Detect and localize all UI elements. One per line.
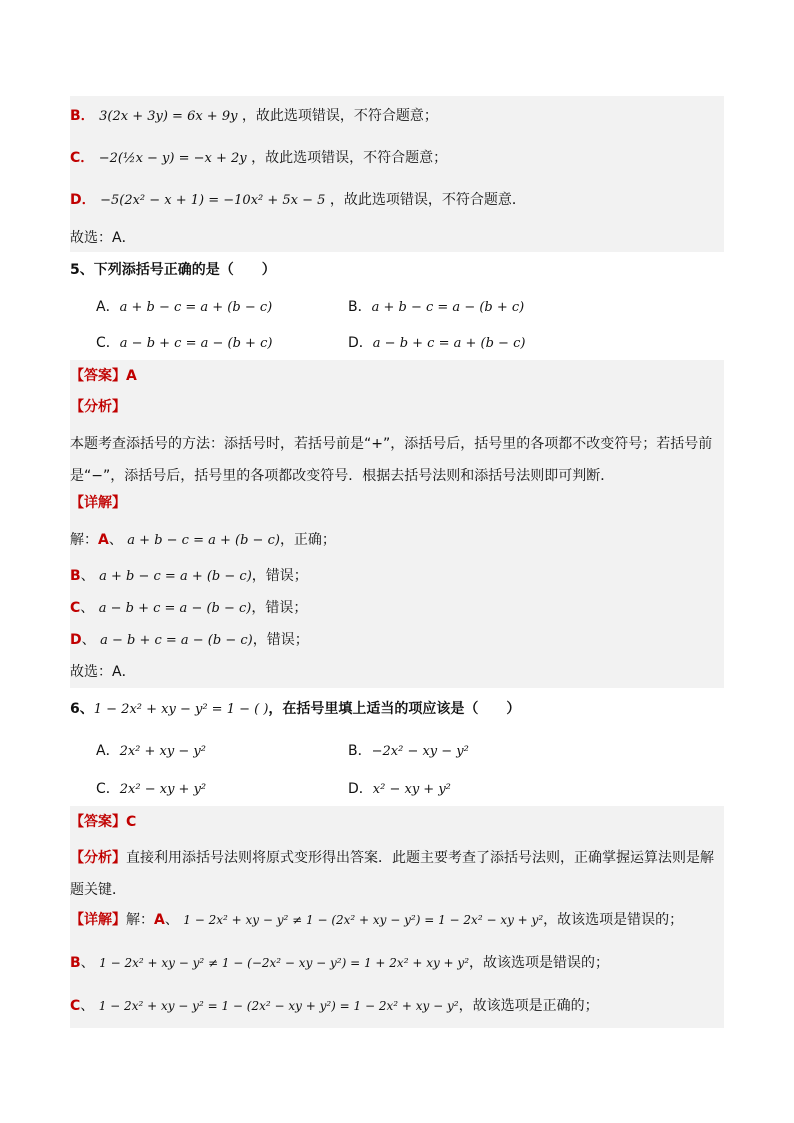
formula: x² − xy + y² — [372, 782, 451, 797]
option-letter: D． — [348, 335, 373, 351]
choice-value: A． — [112, 664, 136, 680]
q6-option-d — [348, 779, 451, 800]
q5-option-b — [348, 297, 524, 318]
q6-option-b — [348, 741, 469, 762]
option-label: D． — [70, 192, 96, 208]
detail-sep: 、 — [80, 600, 95, 616]
detail-letter: C — [70, 600, 81, 616]
formula: a + b − c = a + (b − c) — [99, 569, 252, 584]
prev-choice — [70, 228, 724, 248]
detail-sep: 、 — [81, 632, 96, 648]
q6-option-a — [96, 741, 206, 762]
choice-prefix: 故选： — [70, 230, 112, 246]
detail-letter: A — [154, 912, 165, 928]
q5-analysis-heading — [70, 397, 724, 417]
formula: 1 − 2x² + xy − y² = 1 − (2x² − xy + y²) = 1 − 2x² + xy − y² — [98, 999, 459, 1013]
option-letter: B． — [348, 743, 372, 759]
q6-option-c — [96, 779, 206, 800]
prev-option-c — [70, 148, 724, 169]
analysis-text: 直接利用添括号法则将原式变形得出答案．此题主要考查了添括号法则，正确掌握运算法则是解题关键． — [70, 850, 714, 898]
option-letter: C． — [96, 781, 120, 797]
formula: a + b − c = a + (b − c) — [127, 533, 280, 548]
detail-text: ，故该选项是错误的； — [543, 912, 684, 928]
option-letter: A． — [96, 299, 120, 315]
detail-text: ，错误； — [251, 568, 308, 584]
formula: 1 − 2x² + xy − y² = 1 − ( ) — [93, 702, 269, 717]
analysis-label: 【分析】 — [70, 399, 126, 415]
option-label: C． — [70, 150, 95, 166]
option-letter: D． — [348, 781, 373, 797]
q5-analysis-text: 本题考查添括号的方法：添括号时，若括号前是“+”，添括号后，括号里的各项都不改变符号；若括号前是“−”，添括号后，括号里的各项都改变符号．根据去括号法则和添括号法则即可判断． — [70, 436, 713, 484]
answer-label: 【答案】 — [70, 814, 126, 830]
q5-detail-d — [70, 630, 724, 651]
q5-option-c — [96, 333, 272, 354]
q5-detail-heading — [70, 493, 724, 513]
detail-letter: B — [70, 568, 81, 584]
option-text: ，故此选项错误，不符合题意； — [251, 150, 448, 166]
q6-detail-c — [70, 996, 724, 1016]
detail-label: 【详解】 — [70, 912, 126, 928]
option-text: ，故此选项错误，不符合题意． — [329, 192, 526, 208]
q6-detail-a — [70, 910, 724, 930]
detail-label: 【详解】 — [70, 495, 126, 511]
q5-answer — [70, 366, 724, 386]
detail-letter: B — [70, 955, 81, 971]
detail-letter: D — [70, 632, 82, 648]
q5-stem: 5、下列添括号正确的是（ ） — [70, 262, 276, 278]
detail-sep: 、 — [164, 912, 179, 928]
formula: a − b + c = a − (b − c) — [98, 601, 252, 616]
answer-value: A — [126, 368, 137, 384]
formula: −2x² − xy − y² — [371, 744, 469, 759]
q5-option-a — [96, 297, 272, 318]
q5-choice — [70, 662, 724, 682]
detail-letter: C — [70, 998, 81, 1014]
formula: 1 − 2x² + xy − y² ≠ 1 − (2x² + xy − y²) = 1 − 2x² − xy + y² — [183, 913, 544, 927]
detail-text: ，故该选项是错误的； — [469, 955, 610, 971]
choice-value: A． — [112, 230, 136, 246]
q6-detail-b — [70, 953, 724, 973]
question-text: ，在括号里填上适当的项应该是（ ） — [268, 701, 521, 717]
detail-text: ，错误； — [251, 600, 308, 616]
q5-option-d — [348, 333, 525, 354]
formula: a + b − c = a − (b + c) — [371, 300, 525, 315]
detail-sep: 、 — [80, 955, 95, 971]
detail-text: ，故该选项是正确的； — [458, 998, 599, 1014]
formula: a − b + c = a − (b + c) — [119, 336, 273, 351]
formula: a − b + c = a − (b − c) — [100, 633, 253, 648]
formula: −5(2x² − x + 1) = −10x² + 5x − 5 — [100, 193, 326, 208]
choice-prefix: 故选： — [70, 664, 112, 680]
q6-analysis — [70, 842, 724, 906]
formula: 1 − 2x² + xy − y² ≠ 1 − (−2x² − xy − y²) = 1 + 2x² + xy + y² — [99, 956, 470, 970]
prev-option-b — [70, 106, 724, 127]
detail-sep: 、 — [108, 532, 123, 548]
question-number: 6、 — [70, 701, 94, 717]
q6-answer — [70, 812, 724, 832]
detail-prefix: 解： — [126, 912, 154, 928]
detail-prefix: 解： — [70, 532, 98, 548]
option-label: B． — [70, 108, 95, 124]
option-text: ，故此选项错误，不符合题意； — [241, 108, 438, 124]
q5-detail-b — [70, 566, 724, 587]
formula: −2(½x − y) = −x + 2y — [98, 151, 247, 166]
q5-detail-c — [70, 598, 724, 619]
option-letter: B． — [348, 299, 372, 315]
formula: a − b + c = a + (b − c) — [372, 336, 526, 351]
option-letter: A． — [96, 743, 120, 759]
detail-sep: 、 — [80, 568, 95, 584]
formula: a + b − c = a + (b − c) — [119, 300, 273, 315]
answer-value: C — [126, 814, 137, 830]
analysis-label: 【分析】 — [70, 850, 126, 866]
detail-letter: A — [98, 532, 109, 548]
answer-label: 【答案】 — [70, 368, 126, 384]
formula: 2x² − xy + y² — [119, 782, 207, 797]
q5-detail-a — [70, 530, 724, 551]
prev-option-d — [70, 190, 724, 211]
q6-stem — [70, 699, 724, 720]
detail-text: ，错误； — [252, 632, 309, 648]
formula: 2x² + xy − y² — [119, 744, 206, 759]
option-letter: C． — [96, 335, 120, 351]
formula: 3(2x + 3y) = 6x + 9y — [99, 109, 238, 124]
detail-sep: 、 — [80, 998, 95, 1014]
detail-text: ，正确； — [279, 532, 336, 548]
